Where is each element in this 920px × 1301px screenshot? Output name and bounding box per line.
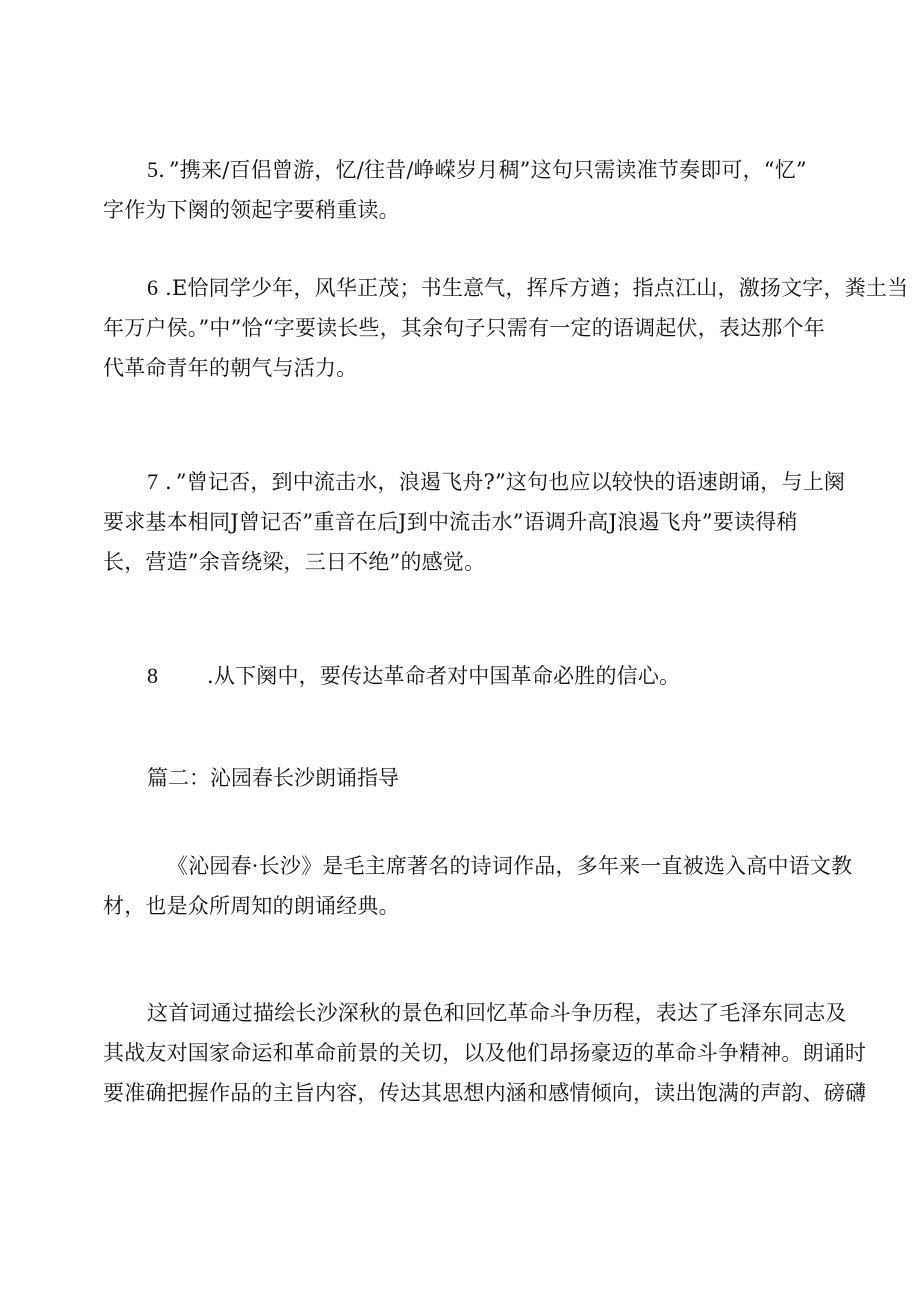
paragraph-line: 其战友对国家命运和革命前景的关切，以及他们昂扬豪迈的革命斗争精神。朗诵时 <box>103 1041 867 1065</box>
list-item-line <box>147 462 846 502</box>
list-item-line: 代革命青年的朝气与活力。 <box>103 356 358 380</box>
list-item-line: 长，营造”余音绕梁，三日不绝”的感觉。 <box>103 550 486 574</box>
paragraph-line: 材，也是众所周知的朗诵经典。 <box>103 894 400 918</box>
item-text: .E恰同学少年，风华正茂；书生意气，挥斥方遒；指点江山，激扬文字，粪土当 <box>158 276 909 300</box>
list-item-8 <box>147 656 817 696</box>
list-item-7 <box>103 462 846 582</box>
item-number: 6 <box>147 275 159 300</box>
list-item-line: 字作为下阕的领起字要稍重读。 <box>103 198 400 222</box>
item-text: ．”携来/百侣曾游，忆/往昔/峥嵘岁月稠”这句只需读准节奏即可，“忆” <box>158 158 807 182</box>
list-item-line: 要求基本相同J曾记否”重音在后J到中流击水”语调升高J浪遏飞舟”要读得稍 <box>103 510 798 534</box>
section-heading: 篇二：沁园春长沙朗诵指导 <box>147 766 399 790</box>
list-item-5 <box>103 150 817 230</box>
list-item-line <box>147 150 817 190</box>
list-item-6 <box>103 268 909 388</box>
paragraph-line: 《沁园春·长沙》是毛主席著名的诗词作品，多年来一直被选入高中语文教 <box>167 854 853 878</box>
item-text: .从下阕中，要传达革命者对中国革命必胜的信心。 <box>207 664 681 688</box>
list-item-line <box>147 268 909 308</box>
list-item-line: 年万户侯。”中”恰“字要读长些，其余句子只需有一定的语调起伏，表达那个年 <box>103 316 825 340</box>
item-number: 7 <box>147 469 159 494</box>
body-paragraph <box>103 993 867 1113</box>
body-paragraph <box>103 846 853 926</box>
item-number: 8 <box>147 663 159 688</box>
paragraph-line: 这首词通过描绘长沙深秋的景色和回忆革命斗争历程，表达了毛泽东同志及 <box>147 1001 847 1025</box>
list-item-line <box>147 656 817 696</box>
paragraph-line: 要准确把握作品的主旨内容，传达其思想内涵和感情倾向，读出饱满的声韵、磅礴 <box>103 1081 867 1105</box>
item-text: ．”曾记否，到中流击水，浪遏飞舟?”这句也应以较快的语速朗诵，与上阕 <box>158 470 846 494</box>
item-number: 5 <box>147 157 159 182</box>
